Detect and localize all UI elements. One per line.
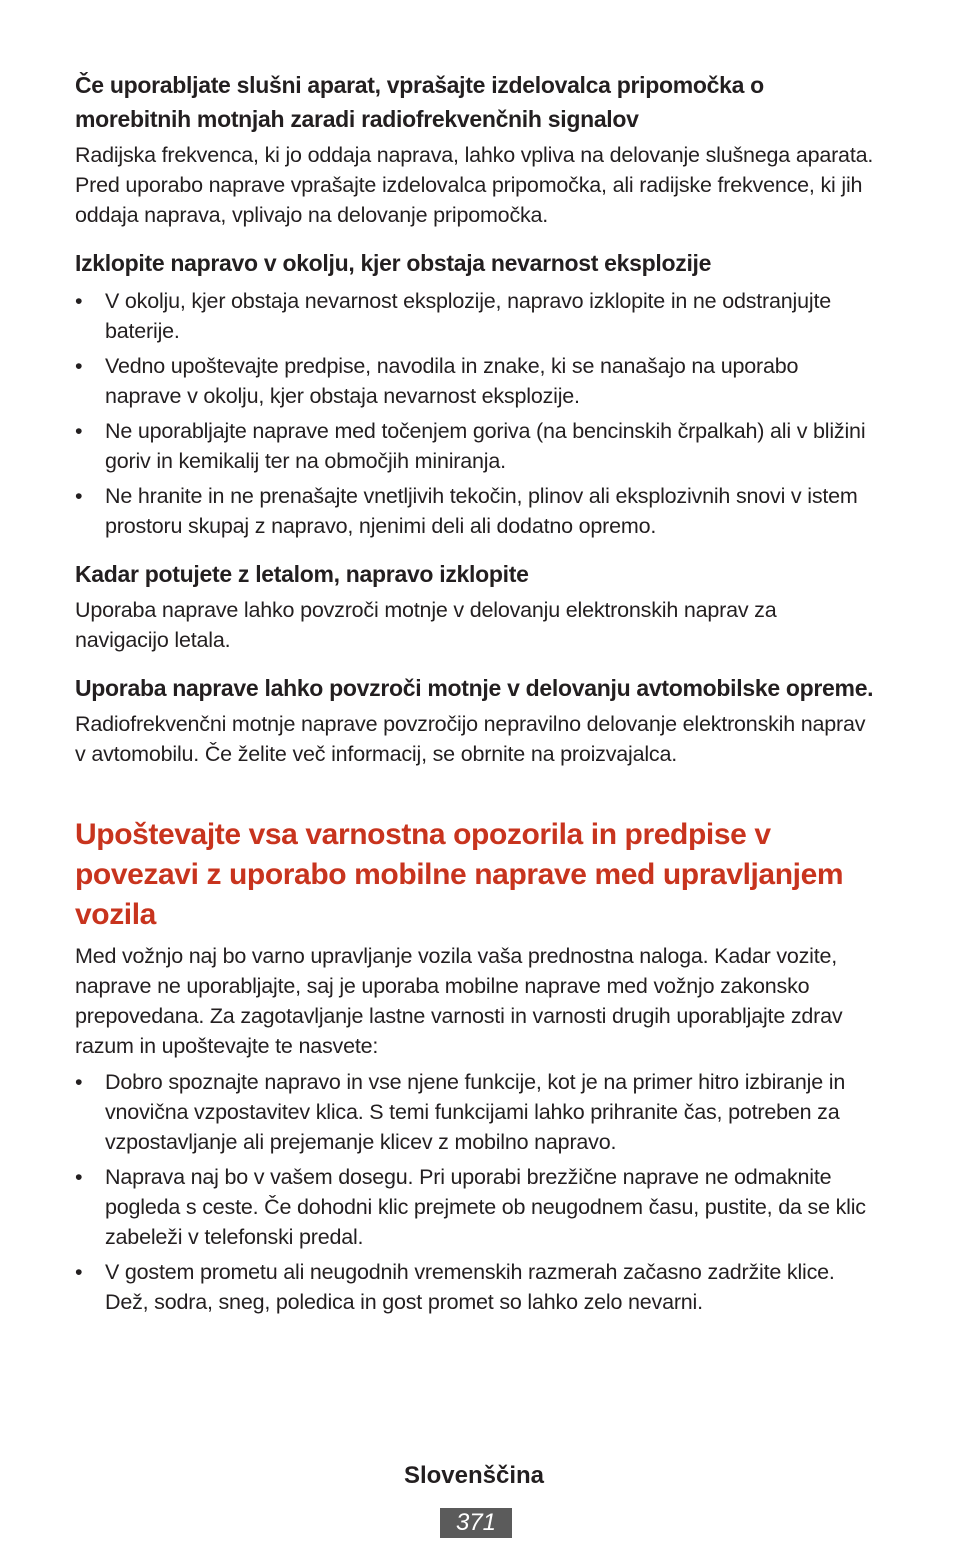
bullet-icon: • [75,1070,83,1094]
bullet-icon: • [75,1165,83,1189]
section-paragraph: Uporaba naprave lahko povzroči motnje v delovanju elektronskih naprav za navigacijo letala. [75,598,777,652]
list-item: • Vedno upoštevajte predpise, navodila in znake, ki se nanašajo na uporabo naprave v okolju, kjer obstaja nevarnost eksplozije. [75,351,875,411]
list-item: • V okolju, kjer obstaja nevarnost eksplozije, napravo izklopite in ne odstranjujte baterije. [75,286,875,346]
section-paragraph: Radiofrekvenčni motnje naprave povzročijo nepravilno delovanje elektronskih naprav v avtomobilu. Če želite več informacij, se obrnite na proizvajalca. [75,712,866,766]
section-paragraph: Radijska frekvenca, ki jo oddaja naprava, lahko vpliva na delovanje slušnega aparata. Pred uporabo naprave vprašajte izdelovalca pripomočka, ali radijske frekvence, ki jih oddaja naprava, vplivajo na delovanje pripomočka. [75,143,874,227]
section-vehicle-equipment [75,671,875,769]
bullet-icon: • [75,419,83,443]
list-item: • V gostem prometu ali neugodnih vremenskih razmerah začasno zadržite klice. Dež, sodra, sneg, poledica in gost promet so lahko zelo nevarni. [75,1257,875,1317]
section-aircraft [75,557,875,655]
section-explosion [75,246,875,541]
main-bullet-list [75,1067,875,1317]
list-item: • Ne hranite in ne prenašajte vnetljivih tekočin, plinov ali eksplozivnih snovi v istem prostoru skupaj z napravo, njenimi deli ali dodatno opremo. [75,481,875,541]
main-paragraph: Med vožnjo naj bo varno upravljanje vozila vaša prednostna naloga. Kadar vozite, naprave ne uporabljajte, saj je uporaba mobilne naprave med vožnjo zakonsko prepovedana. Za zagotavljanje lastne varnosti in varnosti drugih uporabljajte zdrav razum in upoštevajte te nasvete: [75,944,843,1058]
section-hearing-aid [75,68,875,230]
list-item: • Dobro spoznajte napravo in vse njene funkcije, kot je na primer hitro izbiranje in vnovična vzpostavitev klica. S temi funkcijami lahko prihranite čas, potreben za vzpostavljanje ali prejemanje klicev z mobilno napravo. [75,1067,875,1157]
footer-language: Slovenščina [403,1462,545,1489]
section-heading: Če uporabljate slušni aparat, vprašajte izdelovalca pripomočka o morebitnih motnjah zaradi radiofrekvenčnih signalov [75,72,764,132]
main-heading: Upoštevajte vsa varnostna opozorila in predpise v povezavi z uporabo mobilne naprave med upravljanjem vozila [75,818,844,931]
page-number-badge: 371 [440,1508,512,1538]
bullet-icon: • [75,289,83,313]
section-heading: Kadar potujete z letalom, napravo izklopite [75,561,529,587]
document-page [75,68,875,1322]
bullet-icon: • [75,354,83,378]
bullet-list [75,286,875,541]
list-item: • Ne uporabljajte naprave med točenjem goriva (na bencinskih črpalkah) ali v bližini goriv in kemikalij ter na območjih miniranja. [75,416,875,476]
section-heading: Uporaba naprave lahko povzroči motnje v delovanju avtomobilske opreme. [75,675,874,701]
bullet-icon: • [75,484,83,508]
bullet-icon: • [75,1260,83,1284]
section-heading: Izklopite napravo v okolju, kjer obstaja nevarnost eksplozije [75,250,712,276]
list-item: • Naprava naj bo v vašem dosegu. Pri uporabi brezžične naprave ne odmaknite pogleda s ceste. Če dohodni klic prejmete ob neugodnem času, pustite, da se klic zabeleži v telefonski predal. [75,1162,875,1252]
